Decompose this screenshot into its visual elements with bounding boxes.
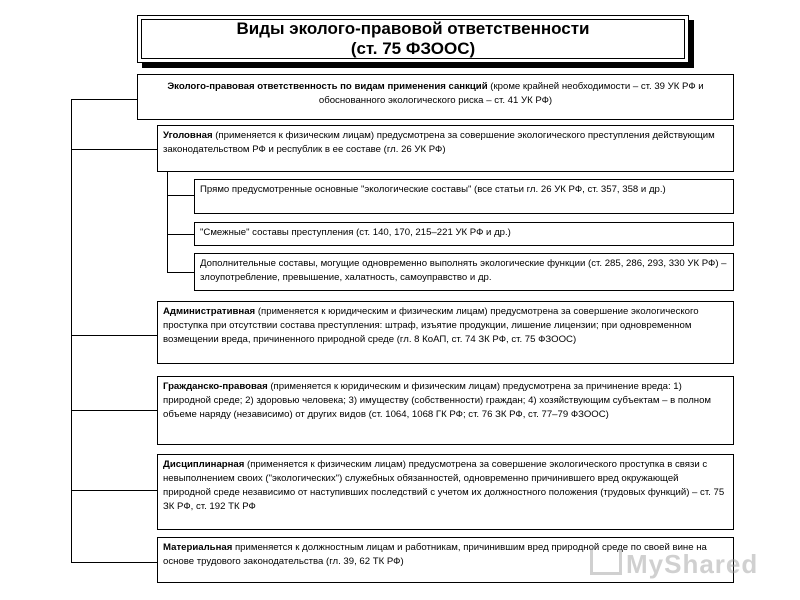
criminal-text: (применяется к физическим лицам) предусмотрена за совершение экологического преступления действующим законодательством РФ и республик в ее составе (гл. 26 УК РФ) [163, 130, 715, 155]
material-text: применяется к должностным лицам и работникам, причинившим вред природной среде по своей вине на основе трудового законодательства (гл. 39, 62 ТК РФ) [163, 542, 707, 567]
connector-sub-3 [167, 272, 194, 273]
civil-text: (применяется к юридическим и физическим лицам) предусмотрена за причинение вреда: 1) природной среде; 2) здоровью человека; 3) имуществу (собственности) граждан; 4) хозяйствующим субъектам – в полном объеме наряду (независимо) от других видов (ст. 1064, 1068 ГК РФ; ст. 76 ЗК РФ, ст. 77–79 ФЗООС) [163, 381, 712, 420]
criminal-sub-3-text: Дополнительные составы, могущие одновременно выполнять экологические функции (ст. 285, 286, 293, 330 УК РФ) – злоупотребление, превышение, халатность, самоуправство и др. [200, 258, 727, 283]
title-inner-border [141, 19, 685, 59]
header-box [137, 74, 734, 120]
criminal-bold: Уголовная [163, 130, 213, 141]
criminal-box [157, 125, 734, 172]
criminal-sub-2 [194, 222, 734, 246]
title-line-2: (ст. 75 ФЗООС) [350, 39, 476, 58]
disciplinary-text: (применяется к физическим лицам) предусмотрена за совершение экологического проступка в связи с невыполнением своих ("экологических") служебных обязанностей, одновременно причинившего вред окружающей природной среде независимо от наступивших последствий с учетом их должностного положения (трудовых функций) – ст. 75 ЗК РФ, ст. 192 ТК РФ [163, 459, 725, 512]
connector-administrative [71, 335, 157, 336]
title-line-1: Виды эколого-правовой ответственности [236, 19, 590, 38]
administrative-text: (применяется к юридическим и физическим лицам) предусмотрена за совершение экологического проступка при отсутствии состава преступления: штраф, изъятие продукции, лишение лицензии; при одновременном возмещении вреда, причиненного природной среде (гл. 8 КоАП, ст. 74 ЗК РФ, ст. 75 ФЗООС) [163, 306, 699, 345]
cart-icon [590, 548, 622, 575]
disciplinary-bold: Дисциплинарная [163, 459, 245, 470]
criminal-sub-1-text: Прямо предусмотренные основные "экологические составы" (все статьи гл. 26 УК РФ, ст. 357, 358 и др.) [200, 184, 666, 195]
criminal-sub-2-text: "Смежные" составы преступления (ст. 140, 170, 215–221 УК РФ и др.) [200, 227, 511, 238]
administrative-bold: Административная [163, 306, 256, 317]
header-box-bold: Эколого-правовая ответственность по видам применения санкций [167, 81, 488, 92]
watermark [590, 548, 758, 580]
material-bold: Материальная [163, 542, 233, 553]
civil-box [157, 376, 734, 445]
watermark-text: MyShared [626, 549, 759, 579]
connector-disciplinary [71, 490, 157, 491]
main-vertical-connector [71, 99, 72, 563]
connector-sub-1 [167, 195, 194, 196]
criminal-sub-3 [194, 253, 734, 291]
connector-material [71, 562, 157, 563]
connector-civil [71, 410, 157, 411]
administrative-box [157, 301, 734, 364]
criminal-sub-vertical [167, 172, 168, 272]
connector-criminal [71, 149, 157, 150]
page-title [137, 15, 689, 63]
criminal-sub-1 [194, 179, 734, 214]
civil-bold: Гражданско-правовая [163, 381, 268, 392]
disciplinary-box [157, 454, 734, 530]
connector-header [71, 99, 137, 100]
header-box-text: (кроме крайней необходимости – ст. 39 УК РФ и обоснованного экологического риска – ст. 41 УК РФ) [318, 81, 704, 106]
connector-sub-2 [167, 234, 194, 235]
